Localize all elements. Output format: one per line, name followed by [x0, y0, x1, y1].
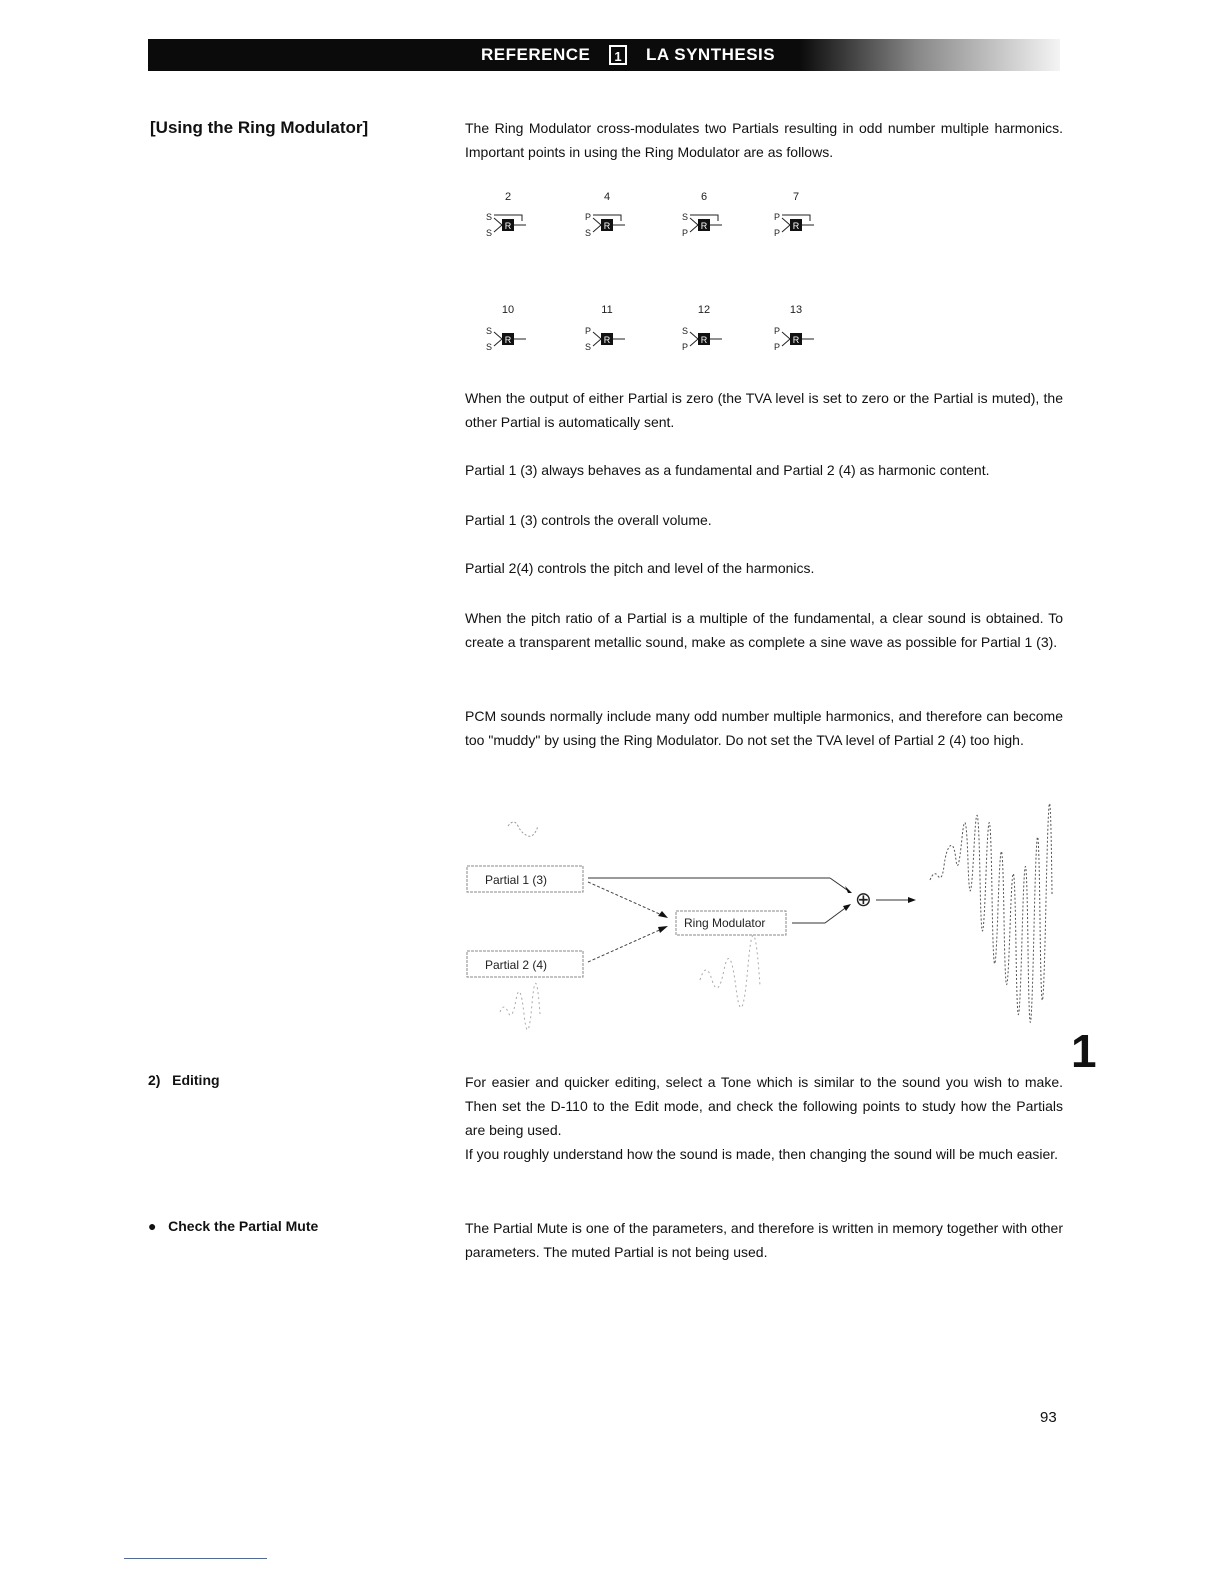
arrowhead-icon — [658, 911, 668, 918]
structure-number: 4 — [603, 191, 611, 203]
structure-number: 6 — [700, 191, 708, 203]
point-5: When the pitch ratio of a Partial is a multiple of the fundamental, a clear sound is obtained. To create a transparent metallic sound, make as complete a sine wave as possible for Partial 1 (3). — [465, 610, 1063, 650]
point-1: When the output of either Partial is zero (the TVA level is set to zero or the Partial is muted), the other Partial is automatically sent. — [465, 390, 1063, 430]
sine-icon — [508, 822, 538, 836]
footer-rule — [124, 1558, 267, 1559]
partial2-label: Partial 2 (4) — [485, 958, 548, 972]
partial2-to-ring-line — [588, 928, 664, 962]
structure-line — [690, 218, 698, 225]
arrowhead-icon — [658, 926, 668, 933]
structure-number: 10 — [501, 304, 515, 316]
partial1-to-ring-line — [588, 882, 664, 916]
arrowhead-icon — [908, 897, 916, 903]
structure-7 — [774, 191, 814, 238]
structure-line — [782, 332, 790, 339]
structure-2 — [486, 191, 526, 238]
structure-number: 13 — [789, 304, 803, 316]
structure-line — [690, 339, 698, 346]
structure-line — [593, 332, 601, 339]
structure-bottom-letter: P — [774, 342, 781, 352]
structure-number: 12 — [697, 304, 711, 316]
structure-number: 7 — [792, 191, 800, 203]
ring-box-letter: R — [700, 221, 708, 231]
arrowhead-icon — [843, 904, 851, 911]
structure-bottom-letter: P — [682, 228, 689, 238]
structure-top-letter: S — [682, 212, 689, 222]
structure-bottom-letter: S — [486, 342, 493, 352]
structure-bottom-letter: P — [682, 342, 689, 352]
structure-line — [690, 332, 698, 339]
structure-10 — [486, 304, 526, 352]
structure-line — [494, 218, 502, 225]
structure-line — [494, 339, 502, 346]
structure-top-letter: P — [585, 212, 592, 222]
structure-line — [782, 339, 790, 346]
structure-top-letter: P — [585, 326, 592, 336]
ring-modulator-heading: [Using the Ring Modulator] — [150, 118, 369, 137]
structure-top-letter: P — [774, 326, 781, 336]
structure-number: 11 — [601, 304, 613, 316]
page-number: 93 — [1040, 1409, 1057, 1426]
partial2-waveform-icon — [500, 983, 540, 1030]
structure-bottom-letter: S — [486, 228, 493, 238]
structure-line — [593, 339, 601, 346]
ring-box-letter: R — [603, 221, 611, 231]
point-3: Partial 1 (3) controls the overall volume. — [465, 512, 712, 528]
ring-box-letter: R — [700, 335, 708, 345]
structure-number: 2 — [504, 191, 512, 203]
structure-line — [782, 225, 790, 232]
structure-11 — [585, 304, 625, 352]
ring-box-letter: R — [603, 335, 611, 345]
structure-bottom-letter: S — [585, 342, 592, 352]
structure-bottom-letter: S — [585, 228, 592, 238]
ring-modulator-diagram — [467, 803, 1052, 1029]
editing-paragraph-2: If you roughly understand how the sound is made, then changing the sound will be much easier. — [465, 1146, 1059, 1162]
editing-paragraph-1: For easier and quicker editing, select a Tone which is similar to the sound you wish to make. Then set the D-110 to the Edit mode, and check the following points to study how the Partials are being used. — [465, 1074, 1063, 1138]
point-2: Partial 1 (3) always behaves as a fundamental and Partial 2 (4) as harmonic content. — [465, 462, 990, 478]
structure-top-letter: S — [682, 326, 689, 336]
point-6: PCM sounds normally include many odd number multiple harmonics, and therefore can become too "muddy" by using the Ring Modulator. Do not set the TVA level of Partial 2 (4) too high. — [465, 708, 1063, 748]
structure-top-letter: S — [486, 326, 493, 336]
structure-6 — [682, 191, 722, 238]
structure-line — [593, 225, 601, 232]
output-waveform-icon — [930, 803, 1052, 1022]
ring-box-letter: R — [504, 335, 512, 345]
point-4: Partial 2(4) controls the pitch and level of the harmonics. — [465, 560, 815, 576]
structure-line — [593, 218, 601, 225]
header-chapter-number: 1 — [609, 45, 627, 65]
structure-line — [782, 218, 790, 225]
ring-modulator-label: Ring Modulator — [684, 916, 766, 930]
structure-4 — [585, 191, 625, 238]
ring-box-letter: R — [504, 221, 512, 231]
partial-mute-text: The Partial Mute is one of the parameters, and therefore is written in memory together with other parameters. The muted Partial is not being used. — [465, 1220, 1063, 1260]
structure-bottom-letter: P — [774, 228, 781, 238]
editing-label: 2) Editing — [148, 1072, 220, 1088]
structure-line — [494, 332, 502, 339]
ring-box-letter: R — [792, 335, 800, 345]
ring-waveform-icon — [700, 935, 760, 1007]
structure-13 — [774, 304, 814, 352]
chapter-mark: 1 — [1071, 1025, 1097, 1077]
header-section-label: REFERENCE — [473, 41, 598, 69]
mixer-icon: ⊕ — [855, 889, 872, 911]
structure-top-letter: S — [486, 212, 493, 222]
ring-modulator-intro: The Ring Modulator cross-modulates two Partials resulting in odd number multiple harmonics. Important points in using the Ring Modulator are as follows. — [465, 120, 1063, 160]
partial-mute-label: ● Check the Partial Mute — [148, 1218, 319, 1234]
partial1-label: Partial 1 (3) — [485, 873, 548, 887]
structure-line — [494, 225, 502, 232]
structure-top-letter: P — [774, 212, 781, 222]
structure-grid — [486, 191, 814, 352]
ring-box-letter: R — [792, 221, 800, 231]
structure-12 — [682, 304, 722, 352]
header-title: LA SYNTHESIS — [646, 45, 776, 64]
structure-line — [690, 225, 698, 232]
